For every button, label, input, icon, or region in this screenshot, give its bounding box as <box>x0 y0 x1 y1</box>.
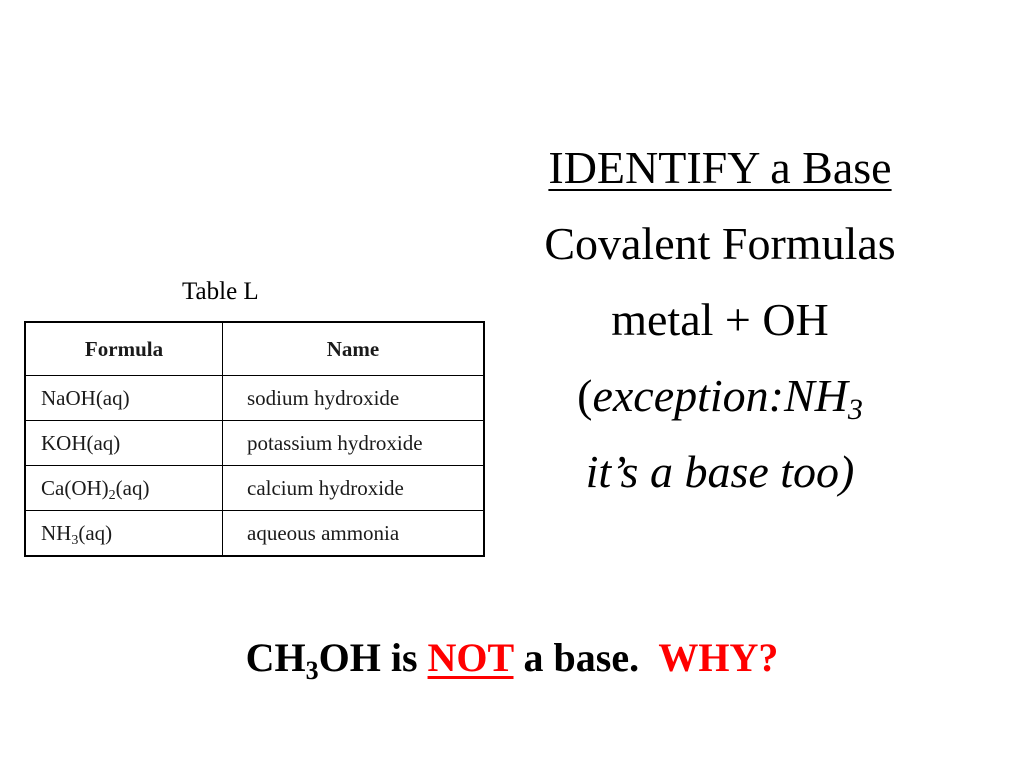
header-name: Name <box>223 322 485 376</box>
slide-title: IDENTIFY a Base <box>548 142 892 193</box>
table-row <box>25 376 484 421</box>
base-table <box>24 321 485 557</box>
name-cell: potassium hydroxide <box>223 421 485 466</box>
question-line: $CH_3OH$ is NOT a base. WHY? <box>245 635 779 685</box>
formula-cell: KOH(aq) <box>25 421 223 466</box>
name-cell: aqueous ammonia <box>223 511 485 557</box>
formula-cell: $NH_3(aq)$ <box>25 511 223 557</box>
table-caption: Table L <box>182 278 259 305</box>
rule-line-exception: ($exception:NH_3$ <box>577 370 863 426</box>
rule-line-metal-oh: metal + OH <box>611 294 829 345</box>
not-emphasis: NOT <box>427 635 514 680</box>
rule-line-covalent: Covalent Formulas <box>544 218 896 269</box>
name-cell: calcium hydroxide <box>223 466 485 511</box>
base-rules-text <box>470 130 970 510</box>
table-header-row <box>25 322 484 376</box>
table-row <box>25 466 484 511</box>
rule-line-base-too: it’s a base too) <box>585 446 855 497</box>
table-row <box>25 511 484 557</box>
formula-cell: $Ca(OH)_2(aq)$ <box>25 466 223 511</box>
header-formula: Formula <box>25 322 223 376</box>
formula-cell: NaOH(aq) <box>25 376 223 421</box>
table-row <box>25 421 484 466</box>
why-emphasis: WHY? <box>658 635 779 680</box>
name-cell: sodium hydroxide <box>223 376 485 421</box>
